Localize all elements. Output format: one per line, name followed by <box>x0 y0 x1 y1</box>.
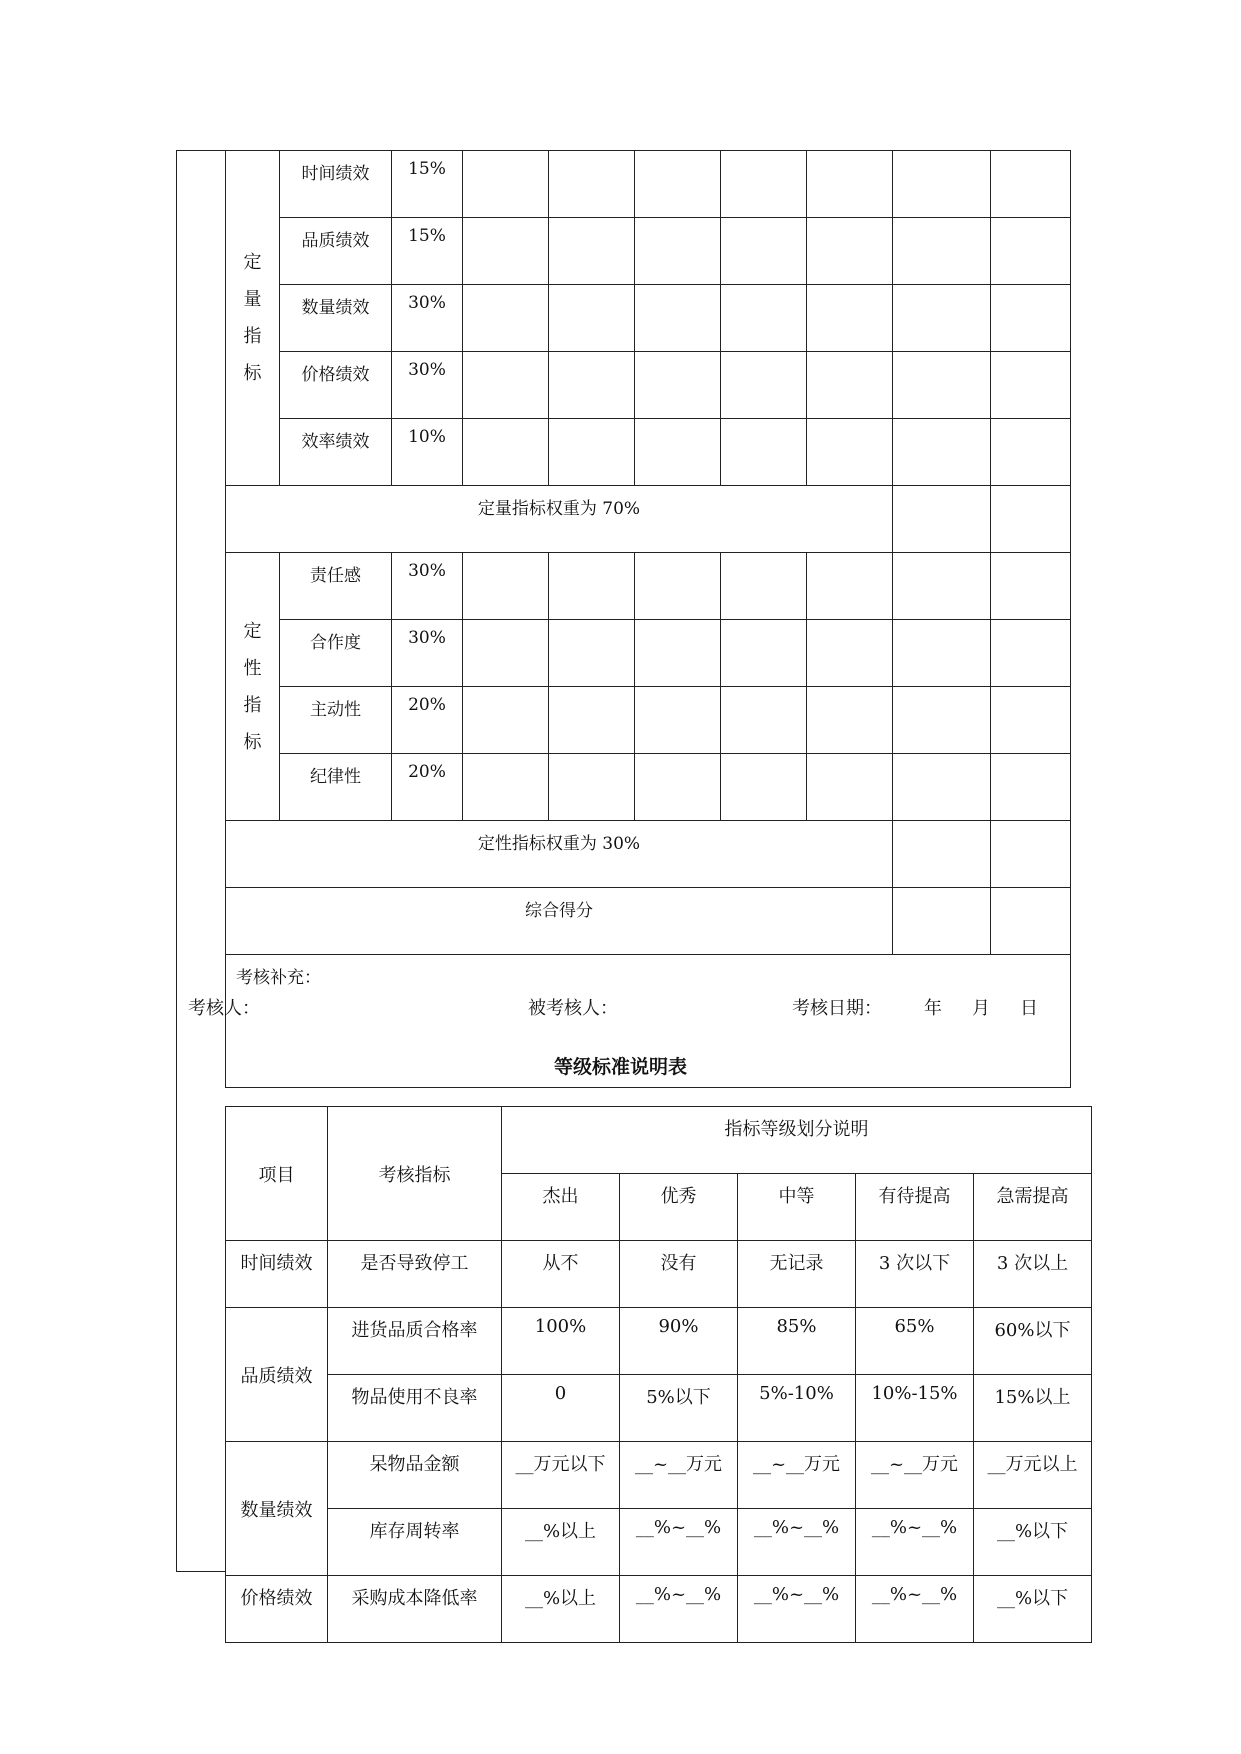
score-cell[interactable] <box>721 553 807 620</box>
score-cell[interactable] <box>635 620 721 687</box>
score-cell[interactable] <box>463 285 549 352</box>
score-cell[interactable] <box>893 620 991 687</box>
score-cell[interactable] <box>721 620 807 687</box>
indicator-name: 效率绩效 <box>280 419 392 486</box>
level-value: __%~__% <box>738 1509 856 1576</box>
table-row <box>226 1442 1092 1509</box>
header-level: 优秀 <box>620 1174 738 1241</box>
score-cell[interactable] <box>549 218 635 285</box>
level-value: __%~__% <box>856 1576 974 1643</box>
indicator-name: 主动性 <box>280 687 392 754</box>
header-level: 杰出 <box>502 1174 620 1241</box>
score-cell[interactable] <box>991 620 1071 687</box>
score-cell[interactable] <box>549 352 635 419</box>
table-row <box>226 1107 1092 1174</box>
table-row <box>226 888 1071 955</box>
level-value: __万元以下 <box>502 1442 620 1509</box>
score-cell[interactable] <box>991 888 1071 955</box>
indicator-cell: 是否导致停工 <box>328 1241 502 1308</box>
score-cell[interactable] <box>721 754 807 821</box>
score-cell[interactable] <box>991 754 1071 821</box>
indicator-name: 时间绩效 <box>280 151 392 218</box>
score-cell[interactable] <box>635 151 721 218</box>
score-cell[interactable] <box>807 285 893 352</box>
indicator-weight: 30% <box>392 620 463 687</box>
indicator-weight: 15% <box>392 151 463 218</box>
year-label: 年 <box>924 998 942 1019</box>
level-value: __%以下 <box>974 1509 1092 1576</box>
level-value: 从不 <box>502 1241 620 1308</box>
level-value: __万元以上 <box>974 1442 1092 1509</box>
level-value: __~__万元 <box>856 1442 974 1509</box>
score-cell[interactable] <box>635 352 721 419</box>
level-value: 无记录 <box>738 1241 856 1308</box>
score-cell[interactable] <box>893 419 991 486</box>
score-cell[interactable] <box>549 419 635 486</box>
score-cell[interactable] <box>893 151 991 218</box>
score-cell[interactable] <box>635 218 721 285</box>
score-cell[interactable] <box>807 419 893 486</box>
level-value: __%~__% <box>620 1509 738 1576</box>
grade-standard-table <box>225 1106 1092 1643</box>
table-row <box>226 821 1071 888</box>
score-cell[interactable] <box>807 553 893 620</box>
score-cell[interactable] <box>463 687 549 754</box>
score-cell[interactable] <box>463 151 549 218</box>
level-value: 60%以下 <box>974 1308 1092 1375</box>
score-cell[interactable] <box>549 754 635 821</box>
score-cell[interactable] <box>721 419 807 486</box>
level-value: __%以下 <box>974 1576 1092 1643</box>
level-value: 90% <box>620 1308 738 1375</box>
score-cell[interactable] <box>635 553 721 620</box>
header-level: 中等 <box>738 1174 856 1241</box>
overall-score-label: 综合得分 <box>226 888 893 955</box>
score-cell[interactable] <box>991 687 1071 754</box>
table-row <box>226 352 1071 419</box>
level-value: 10%-15% <box>856 1375 974 1442</box>
header-level: 急需提高 <box>974 1174 1092 1241</box>
table-row <box>226 486 1071 553</box>
indicator-cell: 进货品质合格率 <box>328 1308 502 1375</box>
level-value: 65% <box>856 1308 974 1375</box>
indicator-weight: 30% <box>392 352 463 419</box>
score-cell[interactable] <box>807 620 893 687</box>
score-cell[interactable] <box>893 821 991 888</box>
indicator-cell: 采购成本降低率 <box>328 1576 502 1643</box>
table-row <box>226 620 1071 687</box>
quant-group-label: 定 量 指 标 <box>226 151 280 486</box>
score-cell[interactable] <box>721 285 807 352</box>
level-value: __%~__% <box>620 1576 738 1643</box>
score-cell[interactable] <box>549 285 635 352</box>
score-cell[interactable] <box>721 151 807 218</box>
table-row <box>226 1241 1092 1308</box>
score-cell[interactable] <box>549 151 635 218</box>
item-cell: 数量绩效 <box>226 1442 328 1576</box>
indicator-cell: 物品使用不良率 <box>328 1375 502 1442</box>
score-cell[interactable] <box>893 285 991 352</box>
score-cell[interactable] <box>807 352 893 419</box>
table-row <box>226 754 1071 821</box>
indicator-weight: 20% <box>392 754 463 821</box>
reviewee-label: 被考核人： <box>528 998 618 1019</box>
score-cell[interactable] <box>721 218 807 285</box>
score-cell[interactable] <box>807 218 893 285</box>
level-value: 100% <box>502 1308 620 1375</box>
score-cell[interactable] <box>463 352 549 419</box>
level-value: __~__万元 <box>620 1442 738 1509</box>
score-cell[interactable] <box>721 352 807 419</box>
header-levels-group: 指标等级划分说明 <box>502 1107 1092 1174</box>
score-cell[interactable] <box>549 553 635 620</box>
level-value: __~__万元 <box>738 1442 856 1509</box>
score-cell[interactable] <box>893 888 991 955</box>
indicator-name: 责任感 <box>280 553 392 620</box>
table-row <box>226 218 1071 285</box>
indicator-name: 数量绩效 <box>280 285 392 352</box>
quant-weight-total-label: 定量指标权重为 70% <box>226 486 893 553</box>
indicator-cell: 呆物品金额 <box>328 1442 502 1509</box>
score-cell[interactable] <box>893 687 991 754</box>
item-cell: 时间绩效 <box>226 1241 328 1308</box>
score-cell[interactable] <box>991 419 1071 486</box>
score-cell[interactable] <box>991 486 1071 553</box>
indicator-weight: 30% <box>392 285 463 352</box>
indicator-name: 价格绩效 <box>280 352 392 419</box>
score-cell[interactable] <box>463 620 549 687</box>
indicator-weight: 20% <box>392 687 463 754</box>
table-row <box>226 1375 1092 1442</box>
table-row <box>226 553 1071 620</box>
level-value: __%~__% <box>856 1509 974 1576</box>
item-cell: 价格绩效 <box>226 1576 328 1643</box>
indicator-weight: 10% <box>392 419 463 486</box>
reviewer-label: 考核人： <box>188 998 260 1019</box>
level-value: 没有 <box>620 1241 738 1308</box>
score-cell[interactable] <box>635 687 721 754</box>
score-cell[interactable] <box>635 754 721 821</box>
qual-weight-total-label: 定性指标权重为 30% <box>226 821 893 888</box>
score-cell[interactable] <box>463 419 549 486</box>
score-cell[interactable] <box>549 620 635 687</box>
table-row <box>226 285 1071 352</box>
score-cell[interactable] <box>893 352 991 419</box>
score-cell[interactable] <box>807 754 893 821</box>
score-cell[interactable] <box>635 285 721 352</box>
level-value: 5%-10% <box>738 1375 856 1442</box>
level-value: 3 次以下 <box>856 1241 974 1308</box>
level-value: 3 次以上 <box>974 1241 1092 1308</box>
score-cell[interactable] <box>463 754 549 821</box>
table-row <box>226 1509 1092 1576</box>
indicator-cell: 库存周转率 <box>328 1509 502 1576</box>
grade-table-title: 等级标准说明表 <box>553 1056 687 1078</box>
level-value: 85% <box>738 1308 856 1375</box>
score-cell[interactable] <box>463 553 549 620</box>
score-cell[interactable] <box>893 754 991 821</box>
qual-group-label: 定 性 指 标 <box>226 553 280 821</box>
score-cell[interactable] <box>991 285 1071 352</box>
header-level: 有待提高 <box>856 1174 974 1241</box>
score-cell[interactable] <box>991 352 1071 419</box>
header-indicator: 考核指标 <box>328 1107 502 1241</box>
score-cell[interactable] <box>807 687 893 754</box>
table-row <box>226 151 1071 218</box>
score-cell[interactable] <box>991 218 1071 285</box>
table-row <box>226 1308 1092 1375</box>
score-cell[interactable] <box>991 151 1071 218</box>
assessment-table <box>225 150 1071 1088</box>
month-label: 月 <box>972 998 990 1019</box>
outer-left-column <box>176 150 225 1572</box>
indicator-name: 纪律性 <box>280 754 392 821</box>
level-value: 0 <box>502 1375 620 1442</box>
score-cell[interactable] <box>893 486 991 553</box>
level-value: __%以上 <box>502 1576 620 1643</box>
indicator-weight: 15% <box>392 218 463 285</box>
table-row <box>226 687 1071 754</box>
score-cell[interactable] <box>893 218 991 285</box>
score-cell[interactable] <box>635 419 721 486</box>
item-cell: 品质绩效 <box>226 1308 328 1442</box>
score-cell[interactable] <box>463 218 549 285</box>
indicator-weight: 30% <box>392 553 463 620</box>
date-label: 考核日期： <box>792 998 882 1019</box>
score-cell[interactable] <box>991 821 1071 888</box>
table-row <box>226 1576 1092 1643</box>
header-item: 项目 <box>226 1107 328 1241</box>
level-value: 5%以下 <box>620 1375 738 1442</box>
table-row <box>226 419 1071 486</box>
score-cell[interactable] <box>991 553 1071 620</box>
score-cell[interactable] <box>893 553 991 620</box>
supplement-label: 考核补充： <box>236 968 321 988</box>
level-value: 15%以上 <box>974 1375 1092 1442</box>
score-cell[interactable] <box>807 151 893 218</box>
score-cell[interactable] <box>549 687 635 754</box>
level-value: __%~__% <box>738 1576 856 1643</box>
indicator-name: 品质绩效 <box>280 218 392 285</box>
indicator-name: 合作度 <box>280 620 392 687</box>
score-cell[interactable] <box>721 687 807 754</box>
day-label: 日 <box>1020 998 1038 1019</box>
level-value: __%以上 <box>502 1509 620 1576</box>
